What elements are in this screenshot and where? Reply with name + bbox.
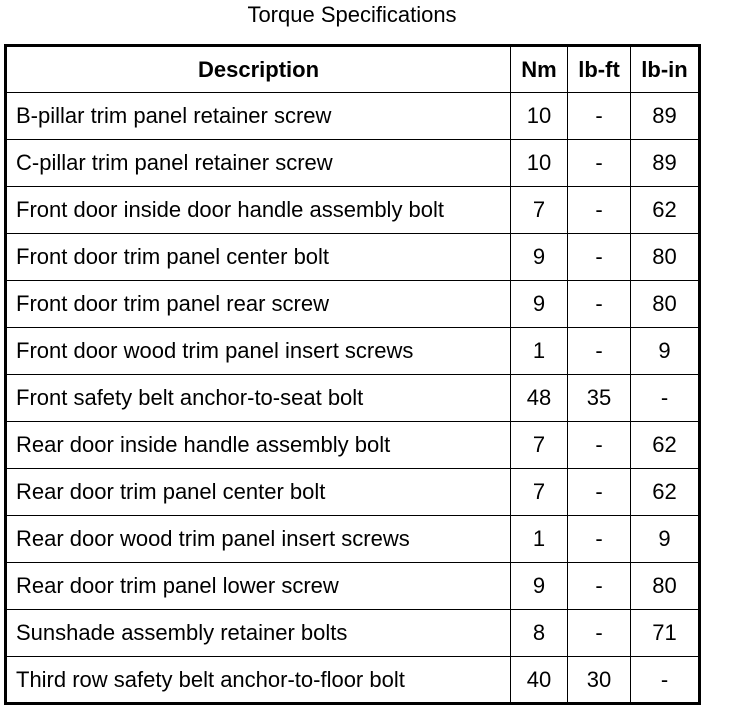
cell-lbin: 62: [631, 422, 700, 469]
cell-nm: 7: [511, 187, 568, 234]
cell-nm: 7: [511, 469, 568, 516]
cell-nm: 9: [511, 234, 568, 281]
cell-lbft: -: [568, 610, 631, 657]
cell-lbft: -: [568, 563, 631, 610]
cell-nm: 7: [511, 422, 568, 469]
cell-description: Front door trim panel rear screw: [6, 281, 511, 328]
table-row: [6, 563, 700, 610]
cell-nm: 1: [511, 328, 568, 375]
cell-lbin: 80: [631, 281, 700, 328]
table-row: [6, 610, 700, 657]
cell-lbin: -: [631, 657, 700, 704]
cell-description: Front door inside door handle assembly bolt: [6, 187, 511, 234]
cell-lbin: 9: [631, 328, 700, 375]
page-title: Torque Specifications: [247, 2, 457, 27]
table-row: [6, 375, 700, 422]
table-row: [6, 422, 700, 469]
table-row: [6, 516, 700, 563]
cell-lbin: 80: [631, 234, 700, 281]
table-row: [6, 281, 700, 328]
cell-lbft: -: [568, 422, 631, 469]
cell-lbft: -: [568, 328, 631, 375]
cell-lbft: -: [568, 469, 631, 516]
cell-lbin: 80: [631, 563, 700, 610]
column-header-lbin: lb-in: [631, 46, 700, 93]
cell-lbin: 62: [631, 187, 700, 234]
cell-description: Front door wood trim panel insert screws: [6, 328, 511, 375]
cell-description: B-pillar trim panel retainer screw: [6, 93, 511, 140]
cell-nm: 9: [511, 281, 568, 328]
table-row: [6, 140, 700, 187]
cell-description: Front door trim panel center bolt: [6, 234, 511, 281]
table-row: [6, 469, 700, 516]
cell-description: Rear door wood trim panel insert screws: [6, 516, 511, 563]
cell-lbft: -: [568, 516, 631, 563]
cell-lbft: 30: [568, 657, 631, 704]
cell-description: Front safety belt anchor-to-seat bolt: [6, 375, 511, 422]
cell-lbft: -: [568, 187, 631, 234]
cell-nm: 9: [511, 563, 568, 610]
table-header-row: [6, 46, 700, 93]
cell-description: Rear door trim panel lower screw: [6, 563, 511, 610]
cell-description: Third row safety belt anchor-to-floor bolt: [6, 657, 511, 704]
cell-nm: 1: [511, 516, 568, 563]
cell-lbft: -: [568, 234, 631, 281]
column-header-nm: Nm: [511, 46, 568, 93]
cell-lbft: -: [568, 281, 631, 328]
cell-description: C-pillar trim panel retainer screw: [6, 140, 511, 187]
cell-lbin: 9: [631, 516, 700, 563]
torque-spec-table: [4, 44, 701, 705]
cell-lbft: -: [568, 140, 631, 187]
table-row: [6, 657, 700, 704]
cell-nm: 48: [511, 375, 568, 422]
cell-lbin: -: [631, 375, 700, 422]
cell-lbin: 71: [631, 610, 700, 657]
table-row: [6, 187, 700, 234]
table-row: [6, 234, 700, 281]
cell-description: Sunshade assembly retainer bolts: [6, 610, 511, 657]
cell-lbin: 89: [631, 140, 700, 187]
column-header-description: Description: [6, 46, 511, 93]
cell-nm: 40: [511, 657, 568, 704]
column-header-lbft: lb-ft: [568, 46, 631, 93]
cell-description: Rear door trim panel center bolt: [6, 469, 511, 516]
table-row: [6, 93, 700, 140]
cell-description: Rear door inside handle assembly bolt: [6, 422, 511, 469]
cell-nm: 8: [511, 610, 568, 657]
table-row: [6, 328, 700, 375]
cell-lbft: -: [568, 93, 631, 140]
cell-lbin: 89: [631, 93, 700, 140]
cell-lbft: 35: [568, 375, 631, 422]
cell-nm: 10: [511, 93, 568, 140]
cell-nm: 10: [511, 140, 568, 187]
cell-lbin: 62: [631, 469, 700, 516]
